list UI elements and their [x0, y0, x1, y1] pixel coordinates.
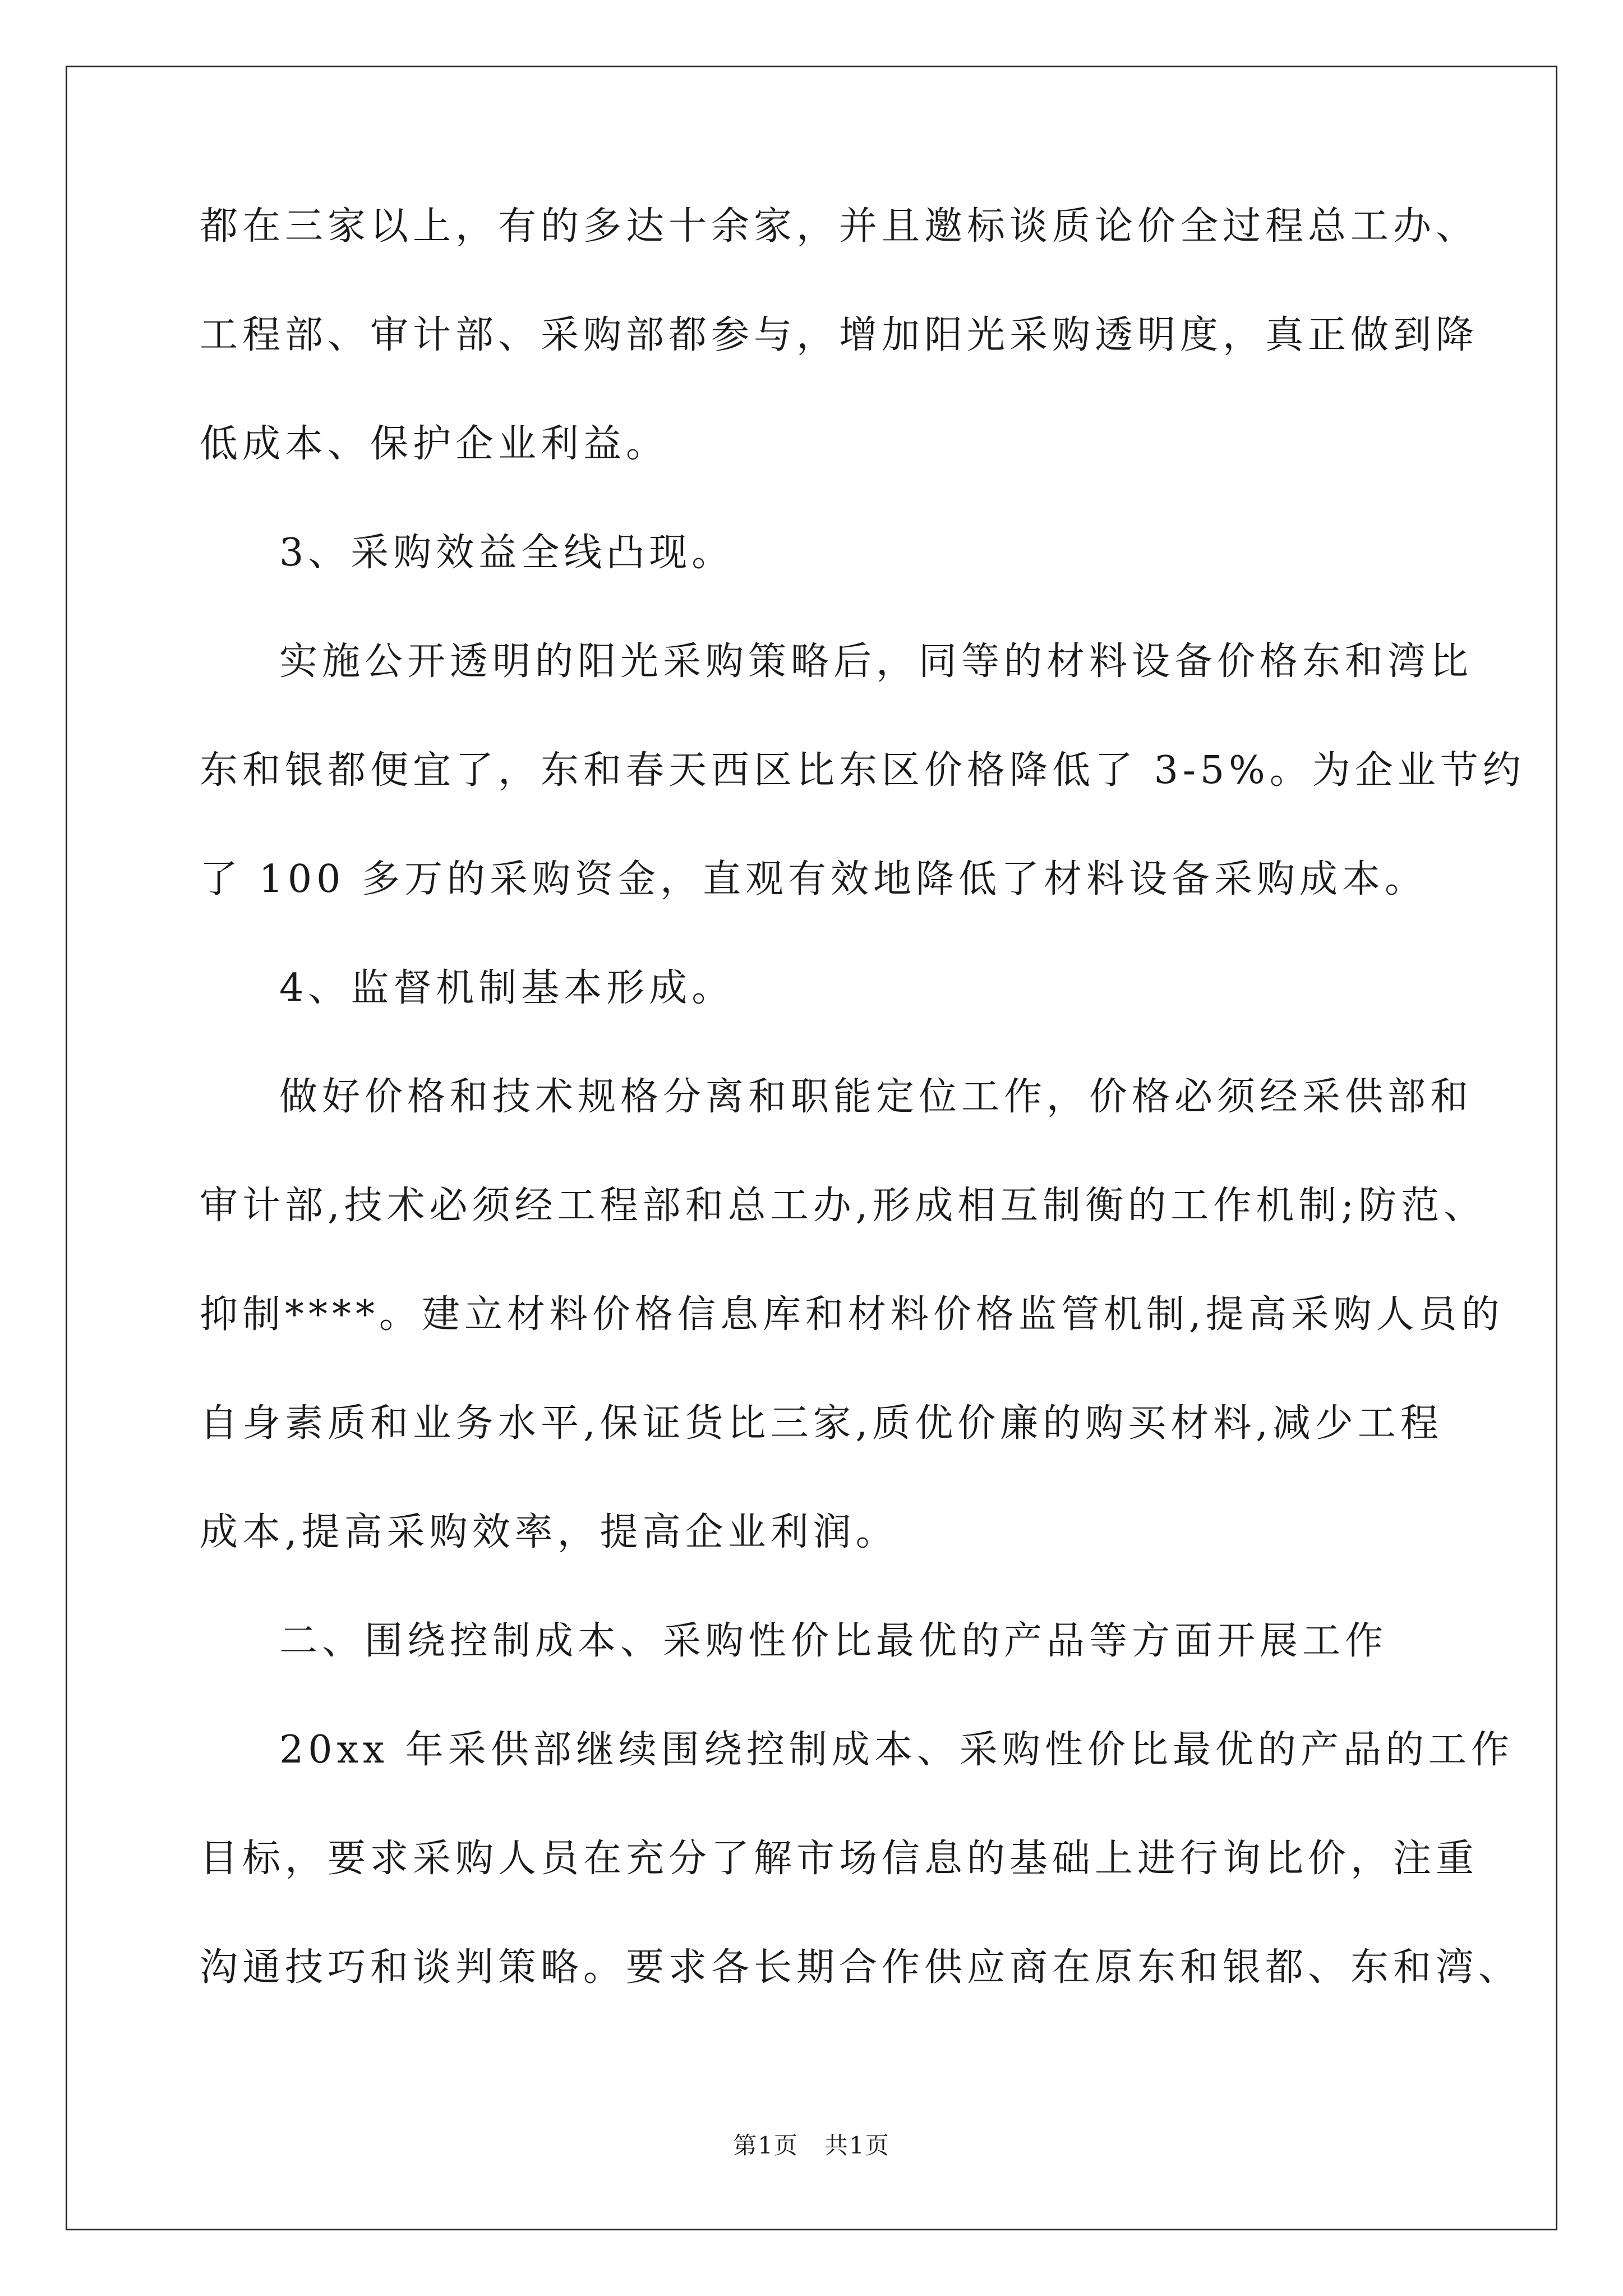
- text-line: 抑制****。建立材料价格信息库和材料价格监管机制,提高采购人员的: [200, 1292, 1504, 1337]
- section-heading: 二、围绕控制成本、采购性价比最优的产品等方面开展工作: [279, 1619, 1388, 1663]
- text-line: 做好价格和技术规格分离和职能定位工作，价格必须经采供部和: [279, 1075, 1473, 1119]
- text-line: 20xx 年采供部继续围绕控制成本、采购性价比最优的产品的工作: [279, 1728, 1514, 1772]
- text-line: 沟通技巧和谈判策略。要求各长期合作供应商在原东和银都、东和湾、: [200, 1945, 1521, 1990]
- text-line: 了 100 多万的采购资金，直观有效地降低了材料设备采购成本。: [200, 857, 1428, 901]
- text-line: 成本,提高采购效率，提高企业利润。: [200, 1510, 898, 1554]
- section-heading: 4、监督机制基本形成。: [279, 966, 735, 1010]
- section-heading: 3、采购效益全线凸现。: [279, 531, 735, 575]
- text-line: 目标，要求采购人员在充分了解市场信息的基础上进行询比价，注重: [200, 1837, 1479, 1881]
- text-line: 工程部、审计部、采购部都参与，增加阳光采购透明度，真正做到降: [200, 313, 1479, 357]
- text-line: 东和银都便宜了，东和春天西区比东区价格降低了 3-5%。为企业节约: [200, 748, 1525, 793]
- text-line: 实施公开透明的阳光采购策略后，同等的材料设备价格东和湾比: [279, 639, 1473, 684]
- page-footer: 第1页 共1页: [733, 2132, 890, 2159]
- page-border: [66, 66, 1557, 2230]
- text-line: 都在三家以上，有的多达十余家，并且邀标谈质论价全过程总工办、: [200, 204, 1479, 249]
- text-line: 自身素质和业务水平,保证货比三家,质优价廉的购买材料,减少工程: [200, 1401, 1443, 1446]
- text-line: 低成本、保护企业利益。: [200, 422, 669, 466]
- text-line: 审计部,技术必须经工程部和总工办,形成相互制衡的工作机制;防范、: [200, 1184, 1487, 1228]
